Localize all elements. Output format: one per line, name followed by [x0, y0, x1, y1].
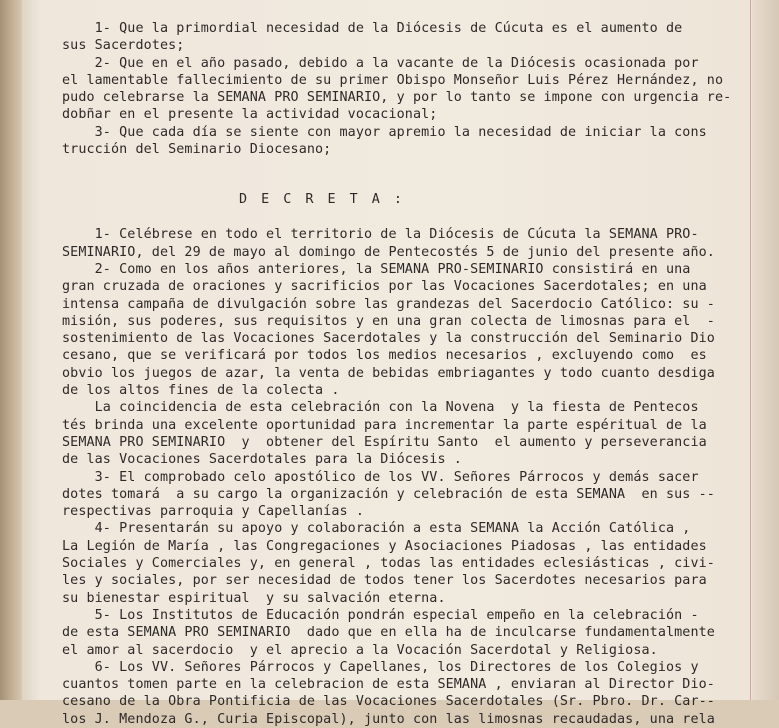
text-line: 4- Presentarán su apoyo y colaboración a esta SEMANA la Acción Católica ,: [62, 521, 691, 537]
text-line: 2- Que en el año pasado, debido a la vacante de la Diócesis ocasionada por: [62, 55, 699, 71]
text-line: 2- Como en los años anteriores, la SEMANA PRO-SEMINARIO consistirá en una: [62, 261, 691, 277]
section-spacer: [62, 158, 752, 188]
text-line: 5- Los Institutos de Educación pondrán especial empeño en la celebración -: [62, 607, 699, 623]
text-line: cesano, que se verificará por todos los medios necesarios , excluyendo como es: [62, 348, 707, 364]
text-line: tés brinda una excelente oportunidad para incrementar la parte espéritual de la: [62, 417, 707, 433]
text-line: pudo celebrarse la SEMANA PRO SEMINARIO, y por lo tanto se impone con urgencia re-: [62, 90, 732, 106]
text-line: de las Vocaciones Sacerdotales para la Diócesis .: [62, 452, 462, 468]
decreta-heading: D E C R E T A :: [62, 192, 405, 208]
text-line: cuantos tomen parte en la celebracion de esta SEMANA , enviaran al Director Dio-: [62, 677, 715, 693]
text-line: 3- El comprobado celo apostólico de los VV. Señores Párrocos y demás sacer: [62, 469, 699, 485]
page-binding-shadow: [0, 0, 22, 700]
text-line: 1- Celébrese en todo el territorio de la Diócesis de Cúcuta la SEMANA PRO-: [62, 227, 699, 243]
text-line: La coincidencia de esta celebración con la Novena y la fiesta de Pentecos: [62, 400, 699, 416]
text-line: cesano de la Obra Pontificia de las Vocaciones Sacerdotales (Sr. Pbro. Dr. Car--: [62, 694, 715, 710]
document-body: [62, 20, 752, 728]
text-line: trucción del Seminario Diocesano;: [62, 142, 332, 158]
text-line: La Legión de María , las Congregaciones y Asociaciones Piadosas , las entidades: [62, 538, 707, 554]
considerandos-section: [62, 20, 752, 158]
text-line: de esta SEMANA PRO SEMINARIO dado que en ella ha de inculcarse fundamentalmente: [62, 625, 715, 641]
section-spacer: [62, 212, 752, 226]
text-line: misión, sus poderes, sus requisitos y en una gran colecta de limosnas para el -: [62, 313, 715, 329]
decreta-section: [62, 226, 752, 728]
text-line: los J. Mendoza G., Curia Episcopal), junto con las limosnas recaudadas, una rela: [62, 711, 715, 727]
text-line: 6- Los VV. Señores Párrocos y Capellanes, los Directores de los Colegios y: [62, 659, 699, 675]
text-line: SEMANA PRO SEMINARIO y obtener del Espíritu Santo el aumento y perseverancia: [62, 434, 707, 450]
text-line: sostenimiento de las Vocaciones Sacerdotales y la construcción del Seminario Dio: [62, 331, 715, 347]
text-line: Sociales y Comerciales y, en general , todas las entidades eclesiásticas , civi-: [62, 556, 715, 572]
text-line: el lamentable fallecimiento de su primer Obispo Monseñor Luis Pérez Hernández, no: [62, 72, 724, 88]
text-line: les y sociales, por ser necesidad de todos tener los Sacerdotes necesarios para: [62, 573, 707, 589]
text-line: dobñar en el presente la actividad vocacional;: [62, 107, 438, 123]
text-line: 3- Que cada día se siente con mayor apremio la necesidad de iniciar la cons: [62, 124, 707, 140]
text-line: sus Sacerdotes;: [62, 38, 185, 54]
text-line: gran cruzada de oraciones y sacrificios por las Vocaciones Sacerdotales; en una: [62, 279, 707, 295]
text-line: intensa campaña de divulgación sobre las grandezas del Sacerdocio Católico: su -: [62, 296, 715, 312]
text-line: dotes tomará a su cargo la organización y celebración de esta SEMANA en sus --: [62, 486, 715, 502]
text-line: respectivas parroquia y Capellanías .: [62, 504, 364, 520]
text-line: el amor al sacerdocio y el aprecio a la Vocación Sacerdotal y Religiosa.: [62, 642, 658, 658]
text-line: de los altos fines de la colecta .: [62, 383, 340, 399]
text-line: SEMINARIO, del 29 de mayo al domingo de Pentecostés 5 de junio del presente año.: [62, 244, 715, 260]
text-line: su bienestar espiritual y su salvación eterna.: [62, 590, 446, 606]
page-edge: [752, 0, 779, 700]
text-line: obvio los juegos de azar, la venta de bebidas embriagantes y todo cuanto desdiga: [62, 365, 715, 381]
text-line: 1- Que la primordial necesidad de la Diócesis de Cúcuta es el aumento de: [62, 21, 683, 36]
